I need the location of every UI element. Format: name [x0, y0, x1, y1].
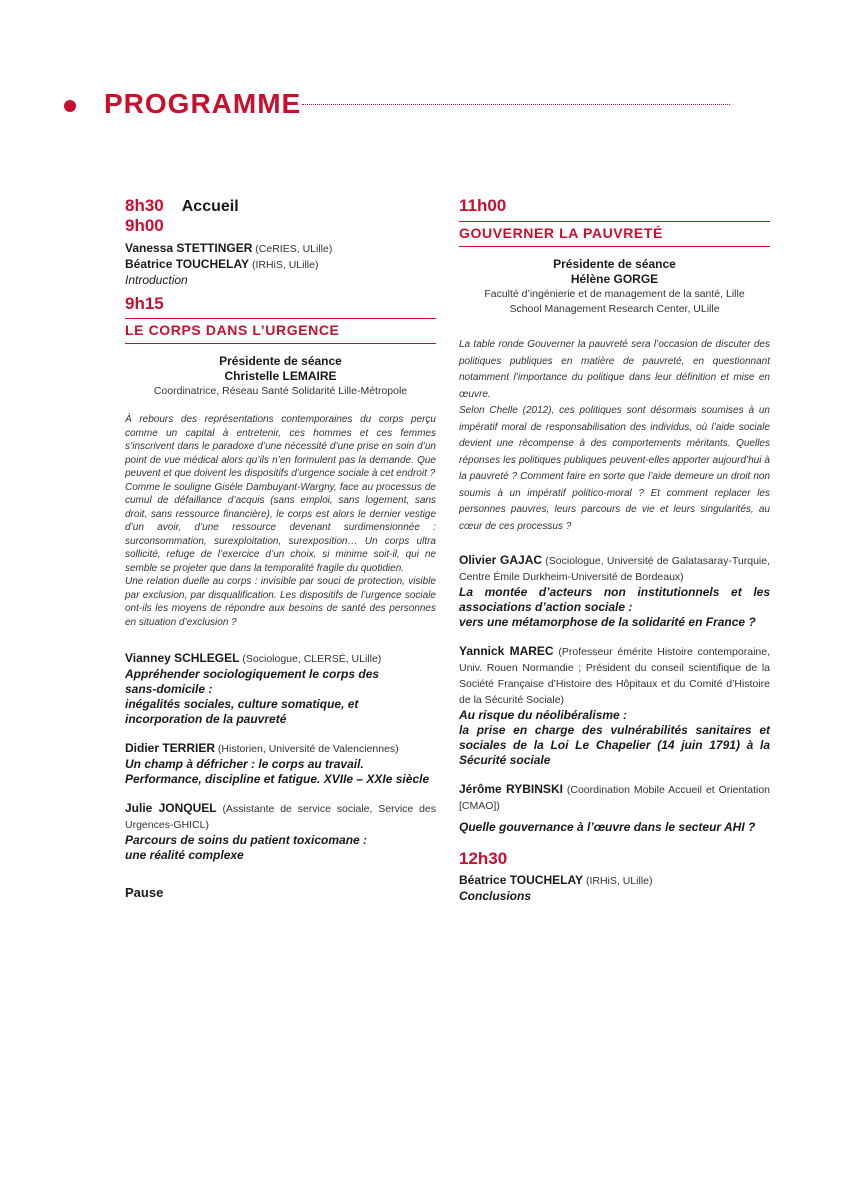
welcome-block: [125, 196, 436, 236]
speaker: Olivier GAJAC (Sociologue, Université de Galatasaray-Turquie, Centre Émile Durkheim-Université de Bordeaux) La montée d’acteurs non institutionnels et les associations d’action sociale : vers une métamorphose de la solidarité en France ?: [459, 553, 770, 629]
page-title: PROGRAMME: [104, 88, 302, 119]
header-bullet: [64, 100, 76, 112]
pause-label: Pause: [125, 885, 164, 900]
session-description: La table ronde Gouverner la pauvreté sera l’occasion de discuter des politiques publiques en matière de pauvreté, en questionnant notamment l’importance du politique dans leur définition et mise en œuvre. Selon Chelle (2012), ces politiques sont désormais soumises à un impératif moral de responsabilisation des individus, où l’aide sociale devient une récompense à des comportements méritants. Quelles réponses les politiques publiques peuvent-elles apporter aujourd’hui à la pauvreté ? Comment faire en sorte que l’aide demeure un droit non soumis à un impératif politico-moral ? Et comment replacer les personnes pauvres, leurs parcours de vie et leurs singularités, au cœur de ces processus ?: [459, 339, 770, 532]
session-chair: Présidente de séance Hélène GORGE Faculté d’ingénierie et de management de la santé, Lille School Management Research Center, ULille: [484, 257, 745, 315]
speaker: Vianney SCHLEGEL (Sociologue, CLERSÉ, ULille) Appréhender sociologiquement le corps des sans-domicile : inégalités sociales, culture somatique, et incorporation de la pauvreté: [125, 651, 382, 726]
welcome-title: Accueil: [181, 198, 239, 215]
speaker: Yannick MAREC (Professeur émérite Histoire contemporaine, Univ. Rouen Normandie ; Président du conseil scientifique de la Société Française d’Histoire des Hôpitaux et du Comité d’Histoire de la Sécurité Sociale) Au risque du néolibéralisme : la prise en charge des vulnérabilités sanitaires et sociales de la Loi Le Chapelier (14 juin 1791) à la Sécurité sociale: [459, 644, 770, 767]
welcome-speaker: Vanessa STETTINGER (CeRIES, ULille): [125, 241, 333, 255]
welcome-time: 8h30: [125, 196, 164, 215]
right-column: [459, 196, 770, 904]
session-chair: Présidente de séance Christelle LEMAIRE Coordinatrice, Réseau Santé Solidarité Lille-Métropole: [153, 354, 408, 397]
session-title: GOUVERNER LA PAUVRETÉ: [459, 221, 770, 247]
session-time: 9h15: [125, 294, 164, 313]
left-column: [125, 196, 436, 900]
welcome-speaker: Béatrice TOUCHELAY (IRHiS, ULille): [125, 257, 319, 271]
session-time: 11h00: [459, 196, 507, 215]
speaker: Jérôme RYBINSKI (Coordination Mobile Accueil et Orientation [CMAO]) Quelle gouvernance à l’œuvre dans le secteur AHI ?: [459, 782, 770, 834]
header-divider: [302, 104, 730, 105]
speaker: Didier TERRIER (Historien, Université de Valenciennes) Un champ à défricher : le corps au travail. Performance, discipline et fatigue. XVIIe – XXIe siècle: [125, 741, 430, 786]
welcome-note: Introduction: [125, 273, 188, 287]
session-title: LE CORPS DANS L’URGENCE: [125, 318, 436, 344]
speaker: Julie JONQUEL (Assistante de service sociale, Service des Urgences-GHICL) Parcours de soins du patient toxicomane : une réalité complexe: [125, 801, 437, 862]
welcome-time-end: 9h00: [125, 216, 164, 235]
closing-note: Conclusions: [459, 889, 532, 903]
closing-time: 12h30: [459, 849, 508, 868]
closing-speaker: Béatrice TOUCHELAY (IRHiS, ULille): [459, 873, 653, 887]
session-description: À rebours des représentations contemporaines du corps perçu comme un capital à entretenir, ces hommes et ces femmes s’inscrivent dans le paradoxe d’une nécessité d’une prise en soin d’un point de vue médical alors qu’ils n’en formulent pas la demande. Que peuvent et que doivent les dispositifs d’urgence sociale à cet endroit ? Comme le souligne Gisèle Dambuyant-Wargny, face au processus de cumul de défaillance d’acquis (sans emploi, sans logement, sans droit, sans ressource financière), le corps est alors le dernier vestige d’un avoir, d’une ressource devenant surdimensionnée : surconsommation, surexploitation, surexposition… Un corps ultra sollicité, refuge de l’exercice d’un choix, si minime soit-il, qui ne semble se projeter que dans la temporalité fragile du quotidien. Une relation duelle au corps : invisible par souci de protection, visible par exclusion, par disqualification. Les dispositifs de l’urgence sociale ont-ils les moyens de répondre aux besoins de santé des personnes en situation d’exclusion ?: [125, 414, 436, 628]
welcome-speakers: [125, 241, 436, 288]
